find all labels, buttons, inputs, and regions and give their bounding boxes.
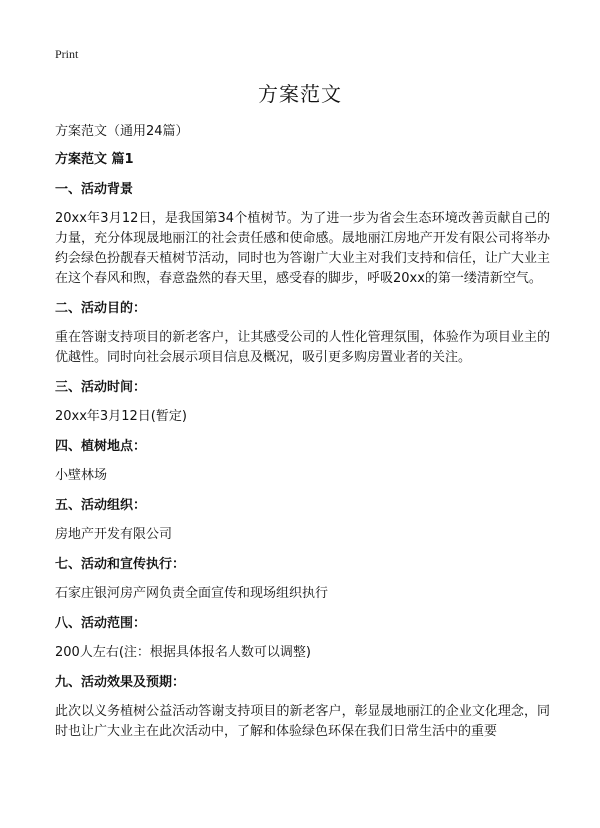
section-heading: 七、活动和宣传执行：: [55, 557, 186, 572]
document-title: 方案范文: [258, 82, 342, 106]
section-heading: 九、活动效果及预期：: [55, 675, 186, 690]
section-paragraph: 20xx年3月12日(暂定): [55, 409, 187, 424]
section-paragraph: 200人左右(注：根据具体报名人数可以调整): [55, 645, 311, 660]
section-paragraph: 此次以义务植树公益活动答谢支持项目的新老客户，彰显晟地丽江的企业文化理念，同时也让广大业主在此次活动中，了解和体验绿色环保在我们日常生活中的重要: [55, 704, 550, 739]
section-heading: 一、活动背景: [55, 182, 134, 197]
section-paragraph: 重在答谢支持项目的新老客户，让其感受公司的人性化管理氛围，体验作为项目业主的优越性。同时向社会展示项目信息及概况，吸引更多购房置业者的关注。: [55, 330, 550, 365]
section-heading: 五、活动组织：: [55, 498, 147, 513]
document-body: [55, 150, 550, 742]
section-heading: 二、活动目的：: [55, 301, 147, 316]
document-subtitle: 方案范文（通用24篇）: [55, 124, 189, 139]
section-paragraph: 房地产开发有限公司: [55, 527, 173, 542]
section-paragraph: 小壁林场: [55, 468, 108, 483]
section-heading: 四、植树地点：: [55, 439, 147, 454]
article-heading: 方案范文 篇1: [55, 152, 134, 167]
section-paragraph: 石家庄银河房产网负责全面宣传和现场组织执行: [55, 586, 329, 601]
section-paragraph: 20xx年3月12日，是我国第34个植树节。为了进一步为省会生态环境改善贡献自己的力量，充分体现晟地丽江的社会责任感和使命感。晟地丽江房地产开发有限公司将举办约会绿色扮靓春天植树节活动，同时也为答谢广大业主对我们支持和信任，让广大业主在这个春风和煦，春意盎然的春天里，感受春的脚步，呼吸20xx的第一缕清新空气。: [55, 211, 550, 286]
section-heading: 八、活动范围：: [55, 616, 147, 631]
section-heading: 三、活动时间：: [55, 380, 147, 395]
print-label[interactable]: Print: [55, 47, 79, 61]
